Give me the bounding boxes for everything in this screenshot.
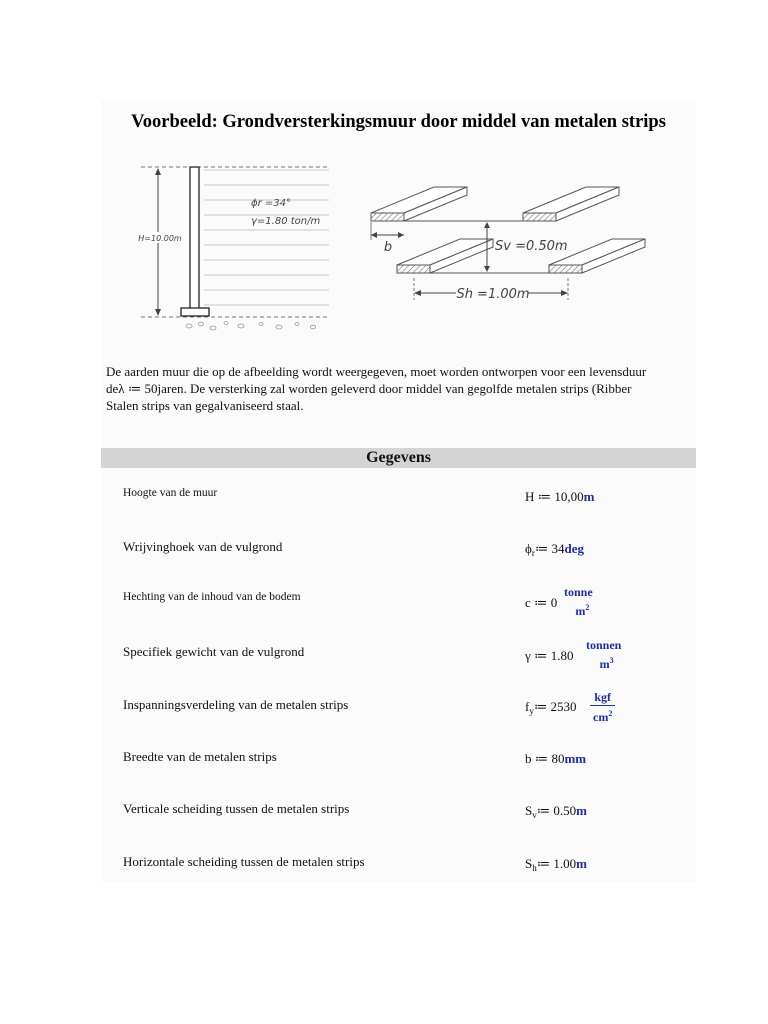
param-row-horizontal-spacing <box>101 854 696 894</box>
page-title: Voorbeeld: Grondversterkingsmuur door middel van metalen strips <box>131 112 666 132</box>
param-label: Horizontale scheiding tussen de metalen strips <box>123 854 365 869</box>
param-label: Inspanningsverdeling van de metalen strips <box>123 697 349 712</box>
param-row-friction-angle <box>101 539 696 579</box>
sv-label: Sv =0.50m <box>495 239 568 254</box>
param-value: $\phi_r≔$ 34deg <box>525 541 585 558</box>
param-label: Breedte van de metalen strips <box>123 749 277 764</box>
wall-diagram <box>101 160 696 340</box>
param-label: Specifiek gewicht van de vulgrond <box>123 644 305 659</box>
param-value: $S_h≔$ 1.00m <box>525 856 588 873</box>
param-label: Hechting van de inhoud van de bodem <box>123 591 301 603</box>
param-row-unit-weight <box>101 638 696 684</box>
param-unit: kgf $cm^2$ <box>590 690 615 725</box>
intro-line-1: De aarden muur die op de afbeelding wordt weergegeven, moet worden ontworpen voor een levensduur <box>106 364 647 379</box>
param-row-height <box>101 487 696 527</box>
section-header <box>101 448 696 468</box>
param-unit: tonne $m^2$ <box>564 585 593 618</box>
retaining-wall-figure <box>137 167 329 330</box>
param-label: Wrijvinghoek van de vulgrond <box>123 539 283 554</box>
intro-paragraph <box>106 363 686 414</box>
param-row-strip-width <box>101 749 696 789</box>
sh-label: Sh =1.00m <box>456 287 530 302</box>
param-value: $S_v≔$ 0.50m <box>525 803 588 820</box>
param-row-cohesion <box>101 585 696 631</box>
param-value: b ≔ 80mm <box>525 751 587 766</box>
param-label: Hoogte van de muur <box>123 487 218 499</box>
phi-label: ϕr =34° <box>251 198 291 209</box>
strip-width-label: b <box>383 240 393 255</box>
param-value: $f_y≔$ 2530 <box>525 699 577 716</box>
param-label: Verticale scheiding tussen de metalen strips <box>123 801 350 816</box>
gamma-label: γ=1.80 ton/m <box>251 216 321 227</box>
param-row-strip-stress <box>101 690 696 737</box>
wall-height-label: H=10.00m <box>138 234 182 243</box>
document-page <box>101 100 696 882</box>
param-unit: tonnen $m^3$ <box>586 638 622 671</box>
param-value: H ≔ 10,00m <box>525 489 595 504</box>
param-row-vertical-spacing <box>101 801 696 841</box>
param-value: c ≔ 0 <box>525 595 558 610</box>
section-title: Gegevens <box>366 449 431 466</box>
strip-layout-figure <box>371 187 645 302</box>
param-value: γ ≔ 1.80 <box>525 648 574 663</box>
intro-line-2: deλ ≔ 50jaren. De versterking zal worden geleverd door middel van gegolfde metalen strips (Ribber <box>106 381 632 396</box>
intro-line-3: Stalen strips van gegalvaniseerd staal. <box>106 398 304 413</box>
